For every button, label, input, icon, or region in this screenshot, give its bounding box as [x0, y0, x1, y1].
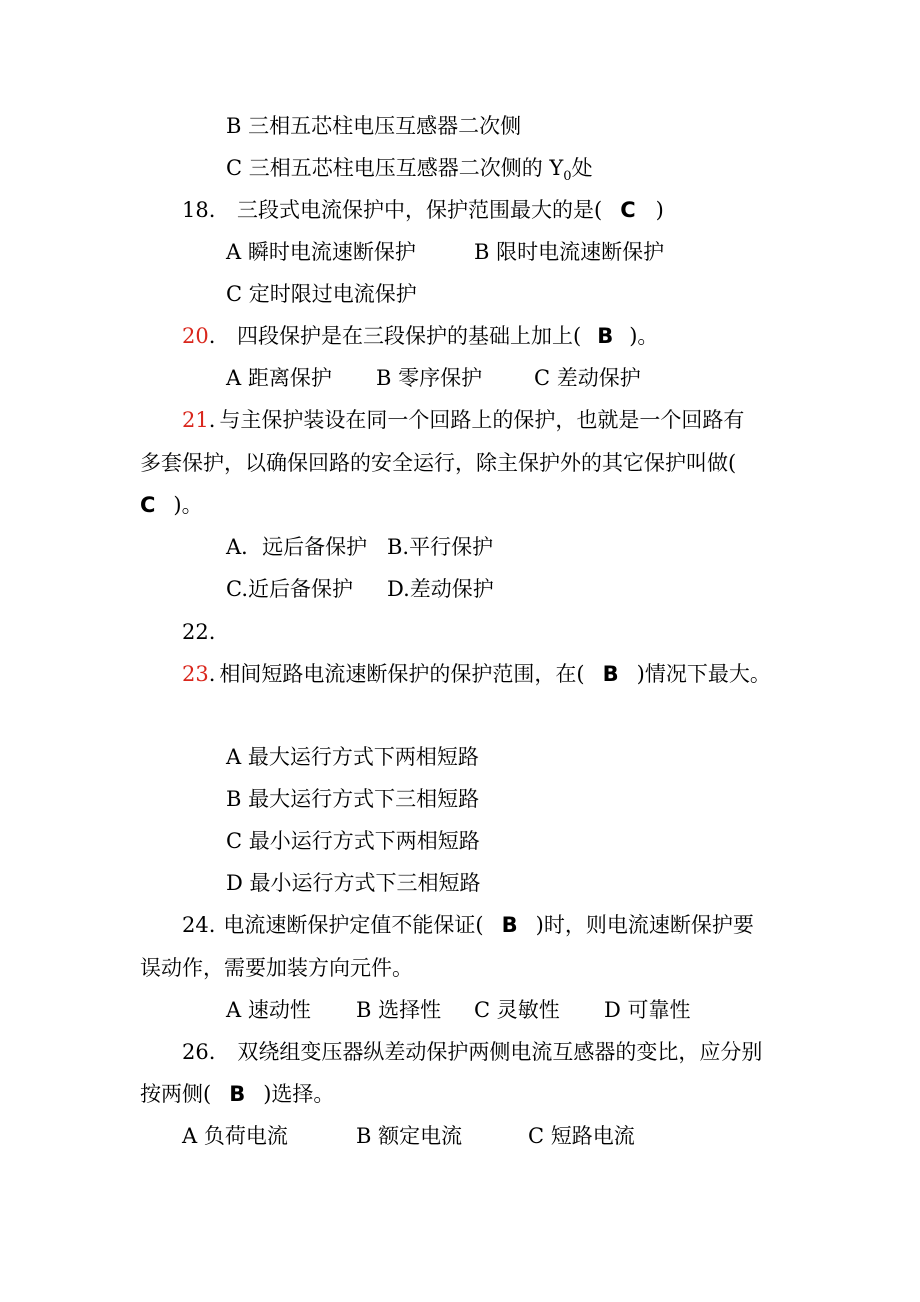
q17-option-c-prefix: C 三相五芯柱电压互感器二次侧的 Y: [226, 156, 564, 180]
q23-number: 23: [182, 662, 209, 686]
q21-text-line1: 与主保护装设在同一个回路上的保护，也就是一个回路有: [219, 408, 745, 432]
q21-answer: C: [140, 493, 156, 517]
q26-text-line1: 双绕组变压器纵差动保护两侧电流互感器的变比，应分别: [237, 1040, 763, 1064]
q23-answer: B: [602, 662, 619, 686]
q21-answer-line: [140, 491, 203, 519]
q26-line2: [140, 1080, 334, 1108]
q20-stem: [237, 322, 658, 350]
q24-line1: [182, 911, 754, 939]
q24-text: 电流速断保护定值不能保证(: [223, 913, 484, 937]
q17-option-b: B 三相五芯柱电压互感器二次侧: [226, 114, 522, 138]
q24-option-a: A 速动性: [226, 998, 311, 1022]
q18-option-b: B 限时电流速断保护: [474, 240, 665, 264]
q21-option-b: B.平行保护: [387, 535, 494, 559]
q20-text: 四段保护是在三段保护的基础上加上(: [237, 324, 582, 348]
q20-dot: .: [208, 324, 216, 348]
q21-line1: [182, 406, 744, 434]
q20-number: 20: [182, 324, 209, 348]
q18-close: ): [655, 198, 664, 222]
q24-option-c: C 灵敏性: [474, 998, 560, 1022]
q24-text-line2: 误动作，需要加装方向元件。: [140, 956, 413, 980]
q21-text-line2: 多套保护，以确保回路的安全运行，除主保护外的其它保护叫做(: [140, 451, 737, 475]
q26-option-b: B 额定电流: [356, 1124, 463, 1148]
q23-close: )情况下最大。: [636, 662, 771, 686]
q20-close: )。: [629, 324, 659, 348]
q20-number-line: [182, 322, 215, 350]
q18-text: 三段式电流保护中，保护范围最大的是(: [237, 198, 603, 222]
q24-number: 24.: [182, 913, 216, 937]
q26-answer: B: [229, 1082, 246, 1106]
q18-answer: C: [620, 198, 636, 222]
q17-option-c-suffix: 处: [571, 156, 593, 180]
q20-option-a: A 距离保护: [226, 366, 332, 390]
q21-option-c: C.近后备保护: [226, 577, 353, 601]
q24-close-line1: )时，则电流速断保护要: [535, 913, 754, 937]
q23-text: 相间短路电流速断保护的保护范围，在(: [219, 662, 585, 686]
q21-number: 21: [182, 408, 209, 432]
q23-stem: [182, 660, 771, 688]
q21-option-a: A．远后备保护: [226, 535, 368, 559]
q17-option-c: [226, 154, 593, 191]
q21-option-d: D.差动保护: [387, 577, 494, 601]
q21-dot: .: [208, 408, 216, 432]
q26-option-c: C 短路电流: [528, 1124, 635, 1148]
q20-answer: B: [597, 324, 614, 348]
q23-option-d: D 最小运行方式下三相短路: [226, 871, 481, 895]
q20-option-b: B 零序保护: [376, 366, 483, 390]
q23-option-c: C 最小运行方式下两相短路: [226, 829, 480, 853]
q24-option-d: D 可靠性: [604, 998, 691, 1022]
q22-number: 22.: [182, 620, 216, 644]
q17-option-c-subscript: 0: [563, 169, 572, 184]
q26-close: )选择。: [263, 1082, 335, 1106]
q24-answer: B: [501, 913, 518, 937]
q23-option-a: A 最大运行方式下两相短路: [226, 745, 479, 769]
q18-number: 18.: [182, 198, 216, 222]
q18-stem: [237, 196, 664, 224]
q20-option-c: C 差动保护: [534, 366, 641, 390]
q21-close: )。: [173, 493, 203, 517]
q26-line1: [182, 1038, 762, 1066]
q24-option-b: B 选择性: [356, 998, 442, 1022]
q23-option-b: B 最大运行方式下三相短路: [226, 787, 480, 811]
q18-option-c: C 定时限过电流保护: [226, 282, 417, 306]
q26-text-line2: 按两侧(: [140, 1082, 212, 1106]
q26-number: 26.: [182, 1040, 216, 1064]
q26-option-a: A 负荷电流: [182, 1124, 288, 1148]
q23-dot: .: [208, 662, 216, 686]
q18-option-a: A 瞬时电流速断保护: [226, 240, 416, 264]
